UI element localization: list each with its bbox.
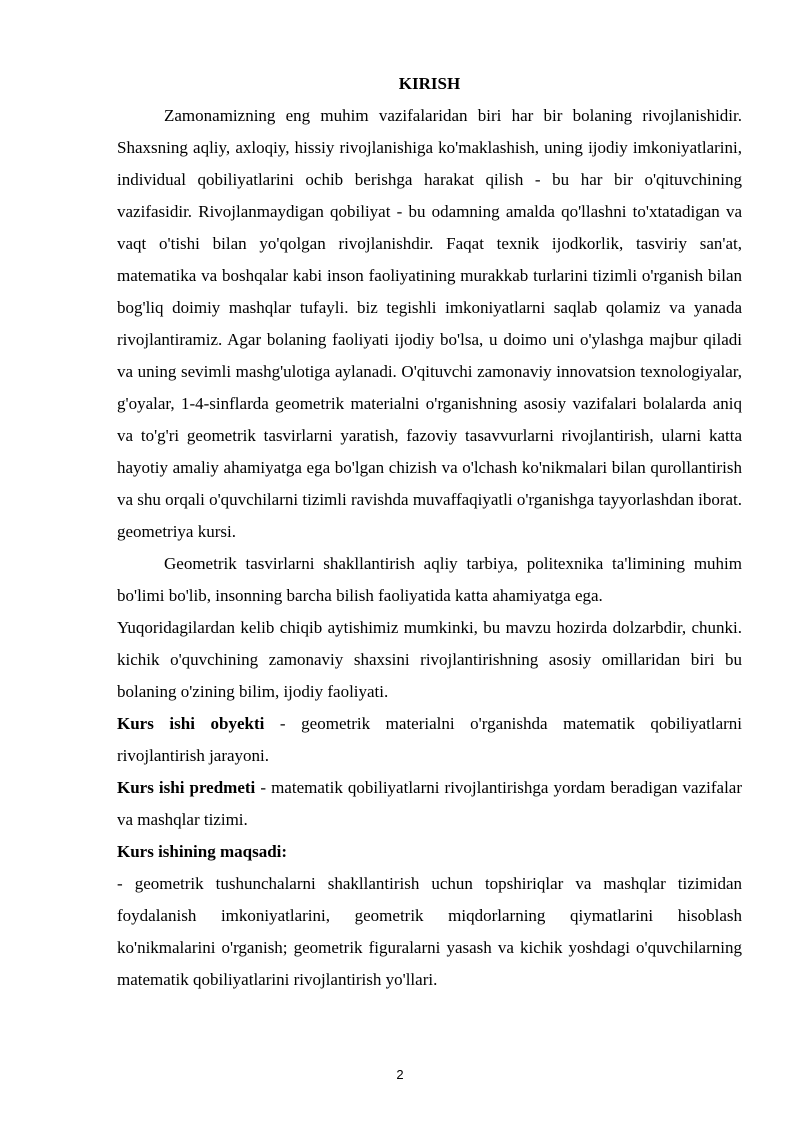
goal-heading [117,836,742,868]
subject-paragraph [117,772,742,836]
object-label: Kurs ishi obyekti [117,714,265,733]
object-paragraph [117,708,742,772]
goal-paragraph: - geometrik tushunchalarni shakllantirish uchun topshiriqlar va mashqlar tizimidan foydalanish imkoniyatlarini, geometrik miqdorlarning qiymatlarini hisoblash ko'nikmalarini o'rganish; geometrik figuralarni yasash va kichik yoshdagi o'quvchilarning matematik qobiliyatlarini rivojlantirish yo'llari. [117,874,742,989]
subject-label: Kurs ishi predmeti [117,778,256,797]
intro-paragraph: Zamonamizning eng muhim vazifalaridan biri har bir bolaning rivojlanishidir. Shaxsning aqliy, axloqiy, hissiy rivojlanishiga ko'maklashish, uning ijodiy imkoniyatlarini, individual qobiliyatlarini ochib berishga harakat qilish - bu har bir o'qituvchining vazifasidir. Rivojlanmaydigan qobiliyat - bu odamning amalda qo'llashni to'xtatadigan va vaqt o'tishi bilan yo'qolgan rivojlanishdir. Faqat texnik ijodkorlik, tasviriy san'at, matematika va boshqalar kabi inson faoliyatining murakkab turlarini tizimli o'rganish bilan bog'liq doimiy mashqlar tufayli. biz tegishli imkoniyatlarni saqlab qolamiz va yanada rivojlantiramiz. Agar bolaning faoliyati ijodiy bo'lsa, u doimo uni o'ylashga majbur qiladi va uning sevimli mashg'ulotiga aylanadi. O'qituvchi zamonaviy innovatsion texnologiyalar, g'oyalar, 1-4-sinflarda geometrik materialni o'rganishning asosiy vazifalari bolalarda aniq va to'g'ri geometrik tasvirlarni yaratish, fazoviy tasavvurlarni rivojlantirish, ularni katta hayotiy amaliy ahamiyatga ega bo'lgan chizish va o'lchash ko'nikmalari bilan qurollantirish va shu orqali o'quvchilarni tizimli ravishda muvaffaqiyatli o'rganishga tayyorlashdan iborat. geometriya kursi. [117,106,742,541]
relevance-paragraph: Yuqoridagilardan kelib chiqib aytishimiz mumkinki, bu mavzu hozirda dolzarbdir, chunki. kichik o'quvchining zamonaviy shaxsini rivojlantirishning asosiy omillaridan biri bu bolaning o'zining bilim, ijodiy faoliyati. [117,618,742,701]
page-title: KIRISH [398,74,461,93]
page-number: 2 [396,1067,404,1082]
subject-text: - matematik qobiliyatlarni rivojlantirishga yordam beradigan vazifalar va mashqlar tizimi. [117,778,743,829]
geometry-paragraph: Geometrik tasvirlarni shakllantirish aqliy tarbiya, politexnika ta'limining muhim bo'limi bo'lib, insonning barcha bilish faoliyatida katta ahamiyatga ega. [117,554,742,605]
document-page [117,72,742,996]
object-text: - geometrik materialni o'rganishda matematik qobiliyatlarni rivojlantirish jarayoni. [117,714,743,765]
goal-label: Kurs ishining maqsadi: [117,842,288,861]
